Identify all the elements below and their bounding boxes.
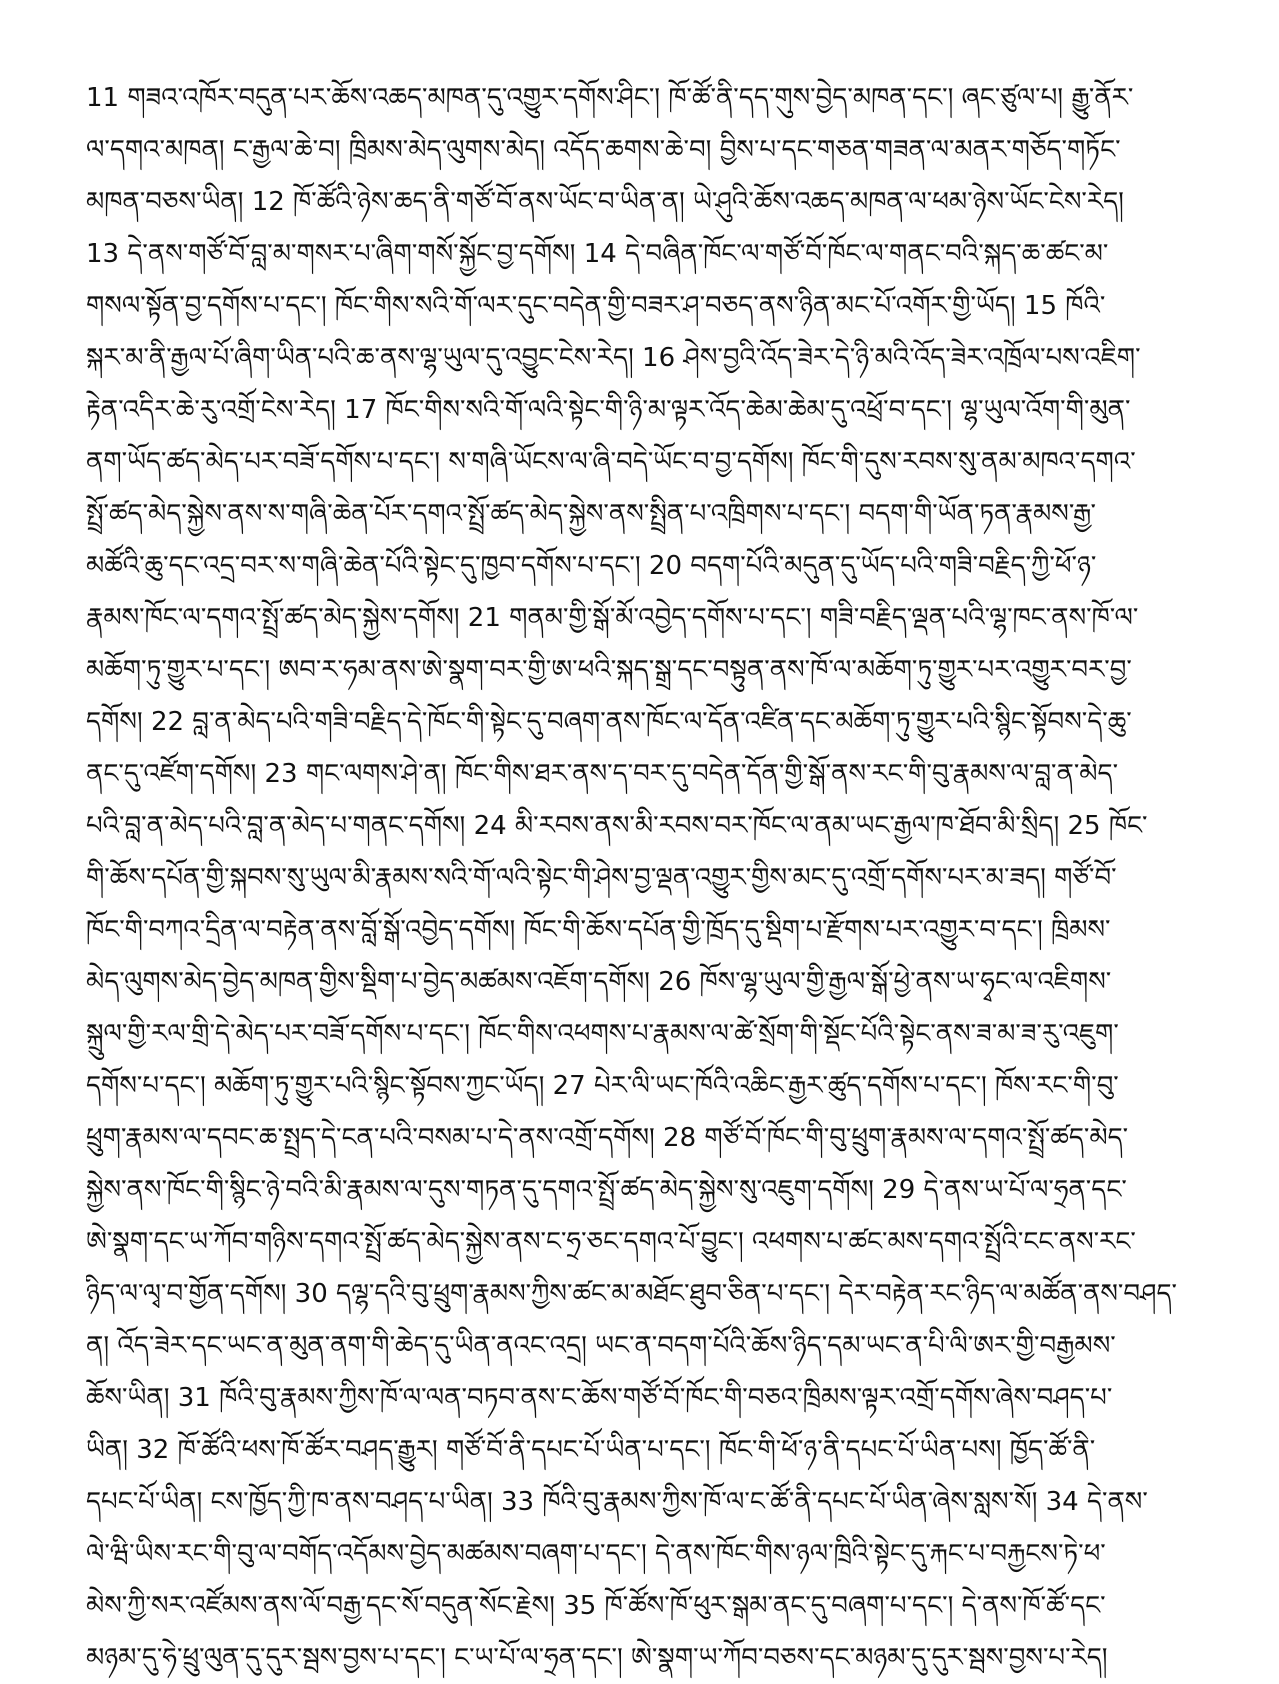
text-line: རྣམས་ཁོང་ལ་དགའ་སྤྲོ་ཚད་མེད་སྐྱེས་དགོས། 21 གནམ་གྱི་སྒོ་མོ་འབྱེད་དགོས་པ་དང་། གཟི་བརྗིད་ལྡན་པའི་ལྷ་ཁང་ནས་ཁོ་ལ་ xyxy=(86,603,1139,633)
text-line: ལ་དགའ་མཁན། ང་རྒྱལ་ཆེ་བ། ཁྲིམས་མེད་ལུགས་མེད། འདོད་ཆགས་ཆེ་བ། བྱིས་པ་དང་གཅན་གཟན་ལ་མནར་གཅོད་གཏོང་ xyxy=(86,135,1121,165)
text-line: ཆོས་ཡིན། 31 ཁོའི་བུ་རྣམས་ཀྱིས་ཁོ་ལ་ལན་བཏབ་ནས་ང་ཆོས་གཙོ་བོ་ཁོང་གི་བཅའ་ཁྲིམས་ལྟར་འགྲོ་དགོས་ཞེས་བཤད་པ་ xyxy=(86,1383,1113,1413)
text-line: སྐར་མ་ནི་རྒྱལ་པོ་ཞིག་ཡིན་པའི་ཆ་ནས་ལྷ་ཡུལ་དུ་འབྱུང་ངེས་རེད། 16 ཤེས་བྱའི་འོད་ཟེར་དེ་ཉི་མའི་འོད་ཟེར་འཁྲོལ་པས་འཇིག་ xyxy=(86,343,1141,373)
text-line: ནང་དུ་འཛོག་དགོས། 23 གང་ལགས་ཤེ་ན། ཁོང་གིས་ཐར་ནས་ད་བར་དུ་བདེན་དོན་གྱི་སྒོ་ནས་རང་གི་བུ་རྣམས་ལ་བླ་ན་མེད་ xyxy=(86,759,1119,789)
text-line: ཉིད་ལ་ལྭ་བ་གྱོན་དགོས། 30 དལྷ་དའི་བུ་ཕྲུག་རྣམས་ཀྱིས་ཚང་མ་མཐོང་ཐུབ་ཅིན་པ་དང་། དེར་བརྟེན་རང་ཉིད་ལ་མཚོན་ནས་བཤད་ xyxy=(86,1279,1177,1309)
tibetan-text-block xyxy=(86,72,1196,1684)
text-line: གི་ཆོས་དཔོན་གྱི་སྐབས་སུ་ཡུལ་མི་རྣམས་སའི་གོ་ལའི་སྟེང་གི་ཤེས་བྱ་ལྡན་འགྱུར་གྱིས་མང་དུ་འགྲོ་དགོས་པར་མ་ཟད། གཙོ་བོ་ xyxy=(86,863,1117,893)
text-line: ན། འོད་ཟེར་དང་ཡང་ན་མུན་ནག་གི་ཆེད་དུ་ཡིན་ནའང་འདྲ། ཡང་ན་བདག་པོའི་ཆོས་ཉིད་དམ་ཡང་ན་པི་ལི་ཨར་གྱི་བརྒྱམས་ xyxy=(86,1331,1116,1361)
text-line: མཉམ་དུ་ཧེ་ཕྲུ་ལུན་དུ་དུར་སྦས་བྱས་པ་དང་། ང་ཡ་པོ་ལ་ཧྲན་དང་། ཨེ་སྣག་ཡ་ཀོབ་བཅས་དང་མཉམ་དུ་དུར་སྦས་བྱས་པ་རེད། xyxy=(86,1643,1108,1673)
text-line: སྐྱེས་ནས་ཁོང་གི་སྙིང་ཉེ་བའི་མི་རྣམས་ལ་དུས་གཏན་དུ་དགའ་སྤྲོ་ཚད་མེད་སྐྱེས་སུ་འཇུག་དགོས། 29 དེ་ནས་ཡ་པོ་ལ་ཧྲན་དང་ xyxy=(86,1175,1127,1205)
text-line: ནག་ཡོད་ཚད་མེད་པར་བཟོ་དགོས་པ་དང་། ས་གཞི་ཡོངས་ལ་ཞི་བདེ་ཡོང་བ་བྱ་དགོས། ཁོང་གི་དུས་རབས་སུ་ནམ་མཁའ་དགའ་ xyxy=(86,447,1136,477)
text-line: དཔང་པོ་ཡིན། ངས་ཁྱོད་ཀྱི་ཁ་ནས་བཤད་པ་ཡིན། 33 ཁོའི་བུ་རྣམས་ཀྱིས་ཁོ་ལ་ང་ཚོ་ནི་དཔང་པོ་ཡིན་ཞེས་སླས་སོ། 34 དེ་ནས་ xyxy=(86,1487,1148,1517)
text-line: 11 གཟའ་འཁོར་བདུན་པར་ཆོས་འཆད་མཁན་དུ་འགྱུར་དགོས་ཤིང་། ཁོ་ཚོ་ནི་དད་གུས་བྱེད་མཁན་དང་། ཞང་ཙུལ་པ། རྒྱུ་ནོར་ xyxy=(86,83,1134,113)
text-line: ཕྲུག་རྣམས་ལ་དབང་ཆ་སྤྲད་དེ་ངན་པའི་བསམ་པ་དེ་ནས་འགྲོ་དགོས། 28 གཙོ་བོ་ཁོང་གི་བུ་ཕྲུག་རྣམས་ལ་དགའ་སྤྲོ་ཚད་མེད་ xyxy=(86,1123,1129,1153)
text-line: མཁན་བཅས་ཡིན། 12 ཁོ་ཚོའི་ཉེས་ཆད་ནི་གཙོ་བོ་ནས་ཡོང་བ་ཡིན་ན། ཡེ་ཤུའི་ཆོས་འཆད་མཁན་ལ་ཕམ་ཉེས་ཡོང་ངེས་རེད། xyxy=(86,187,1124,217)
text-line: མེས་ཀྱི་སར་འཛོམས་ནས་ལོ་བརྒྱ་དང་སོ་བདུན་སོང་རྗེས། 35 ཁོ་ཚོས་ཁོ་ཕུར་སྒམ་ནང་དུ་བཞག་པ་དང་། དེ་ནས་ཁོ་ཚོ་དང་ xyxy=(86,1591,1106,1621)
text-line: མེད་ལུགས་མེད་བྱེད་མཁན་གྱིས་སྡིག་པ་བྱེད་མཚམས་འཇོག་དགོས། 26 ཁོས་ལྷ་ཡུལ་གྱི་རྒྱལ་སྒོ་ཕྱེ་ནས་ཡ་ཧྭང་ལ་འཇིགས་ xyxy=(86,967,1112,997)
text-line: ཡིན། 32 ཁོ་ཚོའི་ཕས་ཁོ་ཚོར་བཤད་རྒྱུར། གཙོ་བོ་ནི་དཔང་པོ་ཡིན་པ་དང་། ཁོང་གི་ཕོ་ཉ་ནི་དཔང་པོ་ཡིན་པས། ཁྱོད་ཚོ་ནི་ xyxy=(86,1435,1096,1465)
text-line: 13 དེ་ནས་གཙོ་བོ་བླ་མ་གསར་པ་ཞིག་གསོ་སྐྱོང་བྱ་དགོས། 14 དེ་བཞིན་ཁོང་ལ་གཙོ་བོ་ཁོང་ལ་གནང་བའི་སྐད་ཆ་ཚང་མ་ xyxy=(86,239,1109,269)
text-line: གསལ་སྟོན་བྱ་དགོས་པ་དང་། ཁོང་གིས་སའི་གོ་ལར་དུང་བདེན་གྱི་བཟར་ཤ་བཅད་ནས་ཉིན་མང་པོ་འགོར་གྱི་ཡོད། 15 ཁོའི་ xyxy=(86,291,1106,321)
text-line: སྤྲོ་ཚད་མེད་སྐྱེས་ནས་ས་གཞི་ཆེན་པོར་དགའ་སྤྲོ་ཚད་མེད་སྐྱེས་ནས་སྤྲིན་པ་འཁྲིགས་པ་དང་། བདག་གི་ཡོན་ཏན་རྣམས་རྒྱ་ xyxy=(86,499,1096,529)
text-line: མཆོག་ཏུ་གྱུར་པ་དང་། ཨབ་ར་ཧམ་ནས་ཨེ་སྣག་བར་གྱི་ཨ་ཕའི་སྐད་སྒྲ་དང་བསྟུན་ནས་ཁོ་ལ་མཆོག་ཏུ་གྱུར་པར་འགྱུར་བར་བྱ་ xyxy=(86,655,1132,685)
text-line: པའི་བླ་ན་མེད་པའི་བླ་ན་མེད་པ་གནང་དགོས། 24 མི་རབས་ནས་མི་རབས་བར་ཁོང་ལ་ནམ་ཡང་རྒྱལ་ཁ་ཐོབ་མི་སྲིད། 25 ཁོང་ xyxy=(86,811,1148,841)
text-line: རྟེན་འདིར་ཆེ་རུ་འགྲོ་ངེས་རེད། 17 ཁོང་གིས་སའི་གོ་ལའི་སྟེང་གི་ཉི་མ་ལྟར་འོད་ཆེམ་ཆེམ་དུ་འཕྲོ་བ་དང་། ལྷ་ཡུལ་འོག་གི་མུན་ xyxy=(86,395,1131,425)
text-line: ལེ་ཝི་ཡིས་རང་གི་བུ་ལ་བགོད་འདོམས་བྱེད་མཚམས་བཞག་པ་དང་། དེ་ནས་ཁོང་གིས་ཉལ་ཁྲིའི་སྟེང་དུ་རྐང་པ་བརྐྱངས་ཏེ་ཕ་ xyxy=(86,1539,1106,1569)
text-line: དགོས་པ་དང་། མཆོག་ཏུ་གྱུར་པའི་སྙིང་སྟོབས་ཀྱང་ཡོད། 27 པེར་ལི་ཡང་ཁོའི་འཆིང་རྒྱར་ཚུད་དགོས་པ་དང་། ཁོས་རང་གི་བུ་ xyxy=(86,1071,1119,1101)
text-line: སྐྲུལ་གྱི་རལ་གྲི་དེ་མེད་པར་བཟོ་དགོས་པ་དང་། ཁོང་གིས་འཕགས་པ་རྣམས་ལ་ཚེ་སྲོག་གི་སྡོང་པོའི་སྟེང་ནས་ཟ་མ་ཟ་རུ་འཇུག་ xyxy=(86,1019,1119,1049)
text-line: དགོས། 22 བླ་ན་མེད་པའི་གཟི་བརྗིད་དེ་ཁོང་གི་སྟེང་དུ་བཞག་ནས་ཁོང་ལ་དོན་འཛིན་དང་མཆོག་ཏུ་གྱུར་པའི་སྙིང་སྟོབས་དེ་ཆུ་ xyxy=(86,707,1132,737)
text-line: ཁོང་གི་བཀའ་དྲིན་ལ་བརྟེན་ནས་བློ་སྒོ་འབྱེད་དགོས། ཁོང་གི་ཆོས་དཔོན་གྱི་ཁྲོད་དུ་སྡིག་པ་རྫོགས་པར་འགྱུར་བ་དང་། ཁྲིམས་ xyxy=(86,915,1111,945)
text-line: མཚོའི་ཆུ་དང་འདྲ་བར་ས་གཞི་ཆེན་པོའི་སྟེང་དུ་ཁྱབ་དགོས་པ་དང་། 20 བདག་པོའི་མདུན་དུ་ཡོད་པའི་གཟི་བརྗིད་ཀྱི་ཕོ་ཉ་ xyxy=(86,551,1097,581)
text-line: ཨེ་སྣག་དང་ཡ་ཀོབ་གཉིས་དགའ་སྤྲོ་ཚད་མེད་སྐྱེས་ནས་ང་ཧྲ་ཅང་དགའ་པོ་བྱུང་། འཕགས་པ་ཚང་མས་དགའ་སྤྲོའི་ངང་ནས་རང་ xyxy=(86,1227,1136,1257)
